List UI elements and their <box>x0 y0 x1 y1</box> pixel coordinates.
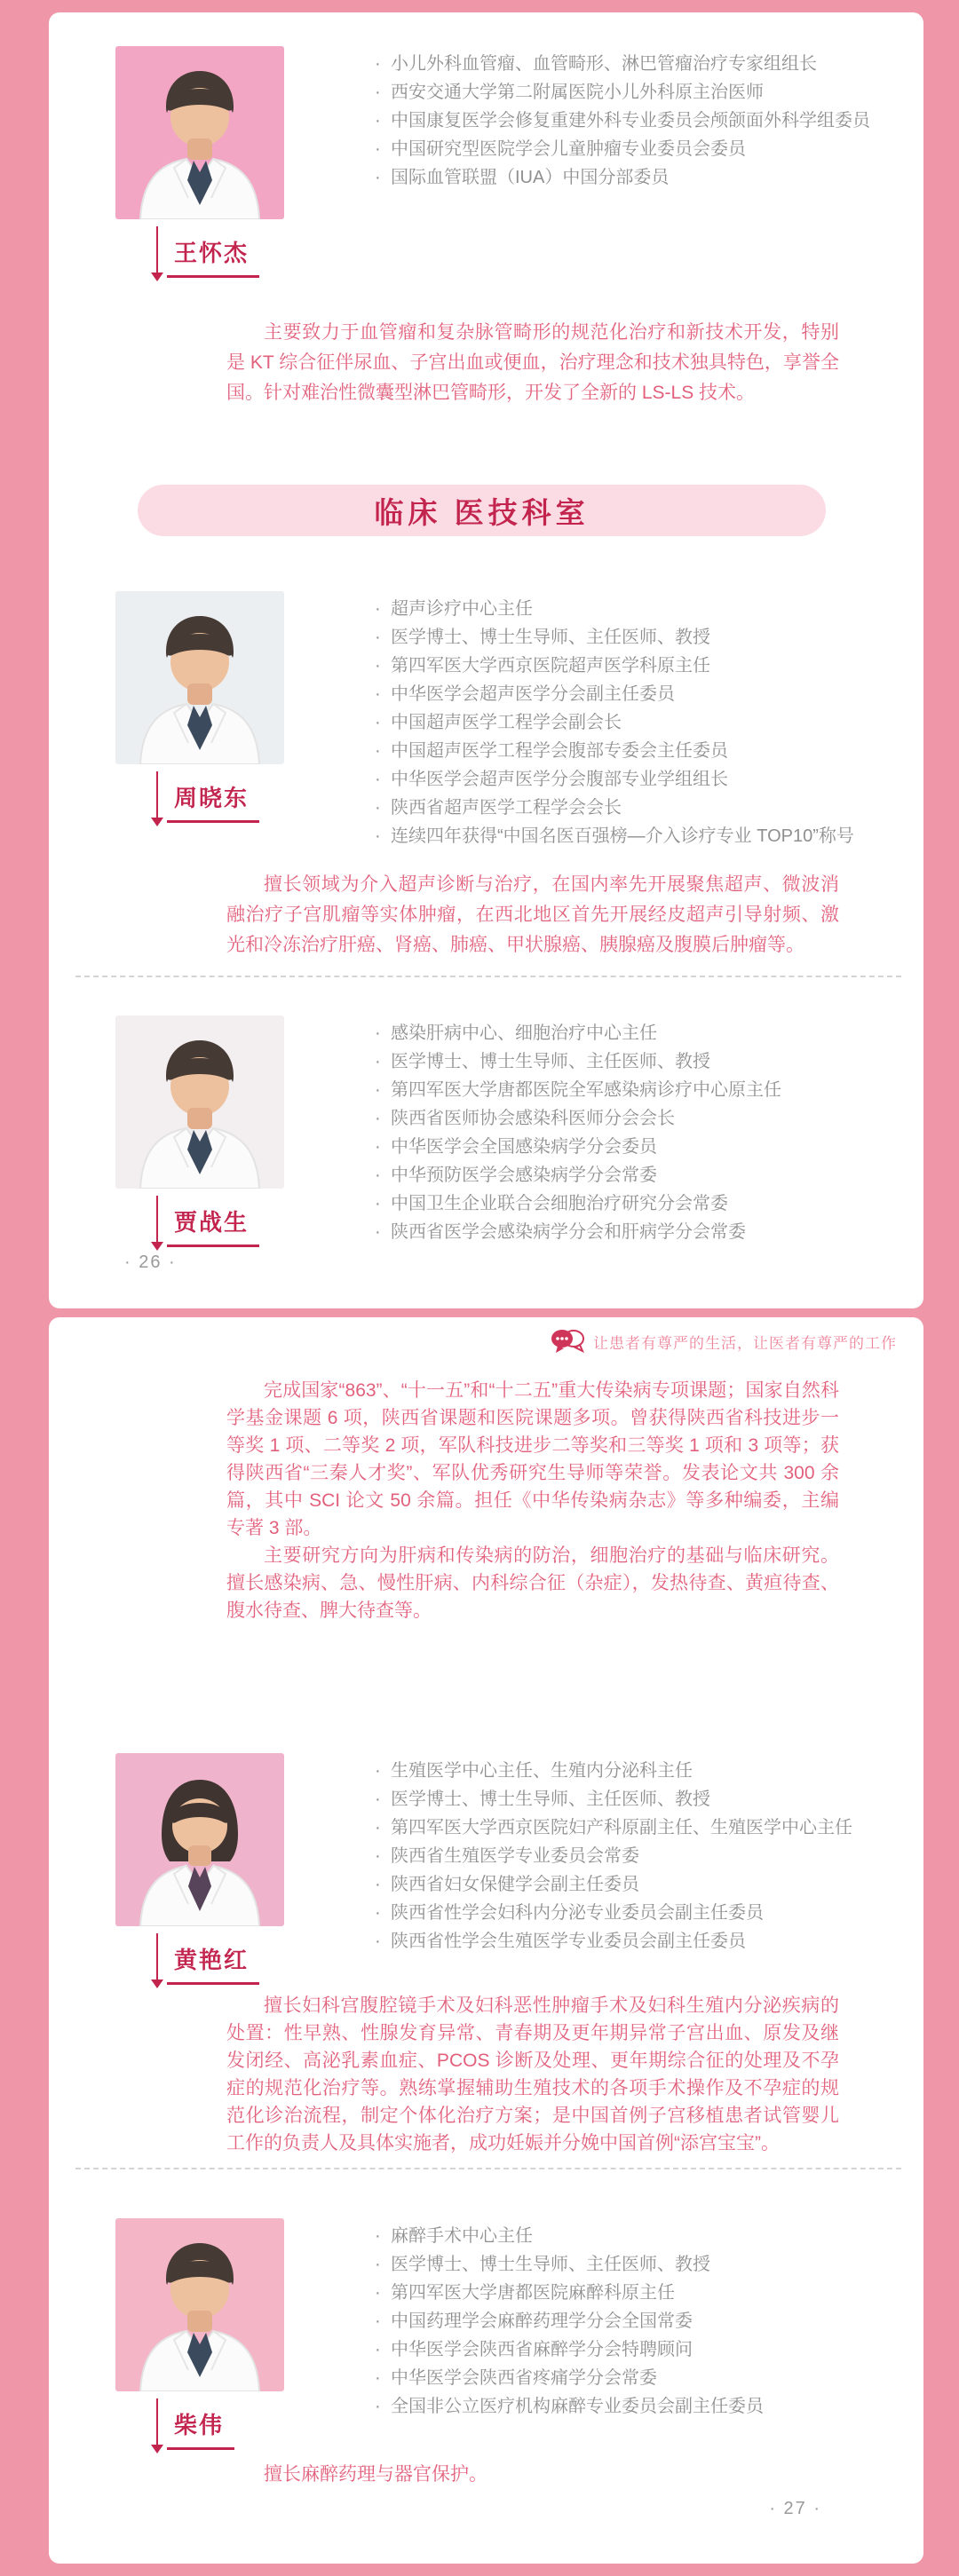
doctor-photo <box>115 1753 284 1926</box>
credentials-list <box>284 595 854 850</box>
credential-item: · 陕西省性学会生殖医学专业委员会副主任委员 <box>373 1927 852 1956</box>
brochure-page-27 <box>49 1317 923 2564</box>
credential-item: · 中华医学会陕西省麻醉学分会特聘顾问 <box>373 2335 764 2364</box>
doctor-name: 黄艳红 <box>167 1942 259 1985</box>
doctor-photo-column <box>115 46 284 278</box>
credential-item: · 中华医学会超声医学分会副主任委员 <box>373 680 854 708</box>
credential-item: · 医学博士、博士生导师、主任医师、教授 <box>373 623 854 652</box>
credential-item: · 连续四年获得“中国名医百强榜—介入诊疗专业 TOP10”称号 <box>373 822 854 850</box>
credentials-list <box>284 1757 852 1985</box>
credential-item: · 国际血管联盟（IUA）中国分部委员 <box>373 163 870 192</box>
credential-item: · 小儿外科血管瘤、血管畸形、淋巴管瘤治疗专家组组长 <box>373 50 870 78</box>
credential-item: · 中国研究型医院学会儿童肿瘤专业委员会委员 <box>373 135 870 163</box>
brochure-page-26 <box>49 12 923 1308</box>
credentials-list <box>284 1019 781 1247</box>
credential-item: · 中国超声医学工程学会副会长 <box>373 708 854 737</box>
doctor-photo-column <box>115 591 284 850</box>
credential-item: · 中国药理学会麻醉药理学分会全国常委 <box>373 2307 764 2335</box>
hospital-slogan <box>49 1328 897 1355</box>
description-paragraph: 擅长妇科宫腹腔镜手术及妇科恶性肿瘤手术及妇科生殖内分泌疾病的处置：性早熟、性腺发育异常、青春期及更年期异常子宫出血、原发及继发闭经、高泌乳素血症、PCOS 诊断及处理、更年期综合征的处理及不孕症的规范化治疗等。熟练掌握辅助生殖技术的各项手术操作及不孕症的规范化诊治流程，制定个体化治疗方案；是中国首例子宫移植患者试管婴儿工作的负责人及具体实施者，成功妊娠并分娩中国首例“添宫宝宝”。 <box>226 1995 839 2153</box>
credential-item: · 陕西省性学会妇科内分泌专业委员会副主任委员 <box>373 1899 852 1927</box>
credential-item: · 中华医学会超声医学分会腹部专业学组组长 <box>373 765 854 794</box>
description-paragraph: 擅长领域为介入超声诊断与治疗，在国内率先开展聚焦超声、微波消融治疗子宫肌瘤等实体肿瘤，在西北地区首先开展经皮超声引导射频、激光和冷冻治疗肝癌、肾癌、肺癌、甲状腺癌、胰腺癌及腹膜后肿瘤等。 <box>226 874 839 955</box>
doctor-profile-jia-zhansheng <box>115 1015 923 1247</box>
section-banner <box>138 485 826 536</box>
credential-item: · 医学博士、博士生导师、主任医师、教授 <box>373 1047 781 1076</box>
credential-item: · 陕西省生殖医学专业委员会常委 <box>373 1842 852 1870</box>
credential-item: · 麻醉手术中心主任 <box>373 2222 764 2250</box>
credential-item: · 医学博士、博士生导师、主任医师、教授 <box>373 1785 852 1813</box>
doctor-photo-column <box>115 2218 284 2450</box>
speech-bubbles-icon <box>551 1328 586 1355</box>
female-doctor-avatar-icon <box>115 1753 284 1926</box>
description-paragraph: 主要研究方向为肝病和传染病的防治，细胞治疗的基础与临床研究。擅长感染病、急、慢性肝病、内科综合征（杂症），发热待查、黄疸待查、腹水待查、脾大待查等。 <box>226 1545 839 1621</box>
credential-item: · 医学博士、博士生导师、主任医师、教授 <box>373 2250 764 2279</box>
description-paragraph: 完成国家“863”、“十一五”和“十二五”重大传染病专项课题；国家自然科学基金课题 6 项，陕西省课题和医院课题多项。曾获得陕西省科技进步一等奖 1 项、二等奖 2 项，军队科技进步二等奖和三等奖 1 项和 3 项等；获得陕西省“三秦人才奖”、军队优秀研究生导师等荣誉。发表论文共 300 余篇，其中 SCI 论文 50 余篇。担任《中华传染病杂志》等多种编委，主编专著 3 部。 <box>226 1380 839 1538</box>
credential-item: · 陕西省妇女保健学会副主任委员 <box>373 1870 852 1899</box>
credential-item: · 超声诊疗中心主任 <box>373 595 854 623</box>
credentials-list <box>284 2222 764 2450</box>
credential-item: · 第四军医大学西京医院妇产科原副主任、生殖医学中心主任 <box>373 1813 852 1842</box>
male-doctor-avatar-icon <box>115 1015 284 1189</box>
credential-item: · 陕西省医师协会感染科医师分会会长 <box>373 1104 781 1133</box>
credential-item: · 第四军医大学唐都医院麻醉科原主任 <box>373 2279 764 2307</box>
doctor-photo <box>115 2218 284 2391</box>
section-banner-title: 临床 医技科室 <box>374 495 590 529</box>
credential-item: · 中华医学会全国感染病学分会委员 <box>373 1133 781 1161</box>
credential-item: · 中国超声医学工程学会腹部专委会主任委员 <box>373 737 854 765</box>
credential-item: · 全国非公立医疗机构麻醉专业委员会副主任委员 <box>373 2392 764 2421</box>
slogan-text: 让患者有尊严的生活，让医者有尊严的工作 <box>593 1334 897 1352</box>
doctor-photo <box>115 591 284 764</box>
credential-item: · 陕西省医学会感染病学分会和肝病学分会常委 <box>373 1218 781 1246</box>
dashed-divider <box>75 976 901 977</box>
doctor-name: 王怀杰 <box>167 235 259 278</box>
doctor-description <box>226 870 839 960</box>
page-number: · 27 · <box>769 2499 821 2518</box>
doctor-photo <box>115 46 284 219</box>
male-doctor-avatar-icon <box>115 46 284 219</box>
credential-item: · 西安交通大学第二附属医院小儿外科原主治医师 <box>373 78 870 107</box>
credential-item: · 中华医学会陕西省疼痛学分会常委 <box>373 2364 764 2392</box>
doctor-description-continued <box>226 1377 839 1624</box>
credential-item: · 中国卫生企业联合会细胞治疗研究分会常委 <box>373 1189 781 1218</box>
credential-item: · 中国康复医学会修复重建外科专业委员会颅颌面外科学组委员 <box>373 107 870 135</box>
doctor-name: 周晓东 <box>167 780 259 823</box>
credential-item: · 感染肝病中心、细胞治疗中心主任 <box>373 1019 781 1047</box>
credential-item: · 第四军医大学唐都医院全军感染病诊疗中心原主任 <box>373 1076 781 1104</box>
description-paragraph: 擅长麻醉药理与器官保护。 <box>264 2464 487 2485</box>
credential-item: · 生殖医学中心主任、生殖内分泌科主任 <box>373 1757 852 1785</box>
doctor-photo <box>115 1015 284 1189</box>
doctor-profile-zhou-xiaodong <box>115 591 923 850</box>
credentials-list <box>284 50 870 278</box>
credential-item: · 陕西省超声医学工程学会会长 <box>373 794 854 822</box>
doctor-name: 贾战生 <box>167 1205 259 1247</box>
doctor-description <box>226 318 839 408</box>
doctor-profile-wang-huaijie <box>115 46 923 278</box>
credential-item: · 第四军医大学西京医院超声医学科原主任 <box>373 652 854 680</box>
doctor-name: 柴伟 <box>167 2407 234 2450</box>
doctor-profile-huang-yanhong <box>115 1753 923 1985</box>
doctor-description <box>226 2461 839 2488</box>
dashed-divider <box>75 2168 901 2169</box>
credential-item: · 中华预防医学会感染病学分会常委 <box>373 1161 781 1189</box>
doctor-photo-column <box>115 1753 284 1985</box>
description-paragraph: 主要致力于血管瘤和复杂脉管畸形的规范化治疗和新技术开发，特别是 KT 综合征伴尿血、子宫出血或便血，治疗理念和技术独具特色，享誉全国。针对难治性微囊型淋巴管畸形，开发了全新的 LS-LS 技术。 <box>226 322 839 403</box>
doctor-profile-chai-wei <box>115 2218 923 2450</box>
doctor-description <box>226 1992 839 2157</box>
page-number: · 26 · <box>124 1252 177 1272</box>
doctor-photo-column <box>115 1015 284 1247</box>
male-doctor-avatar-icon <box>115 591 284 764</box>
male-doctor-avatar-icon <box>115 2218 284 2391</box>
